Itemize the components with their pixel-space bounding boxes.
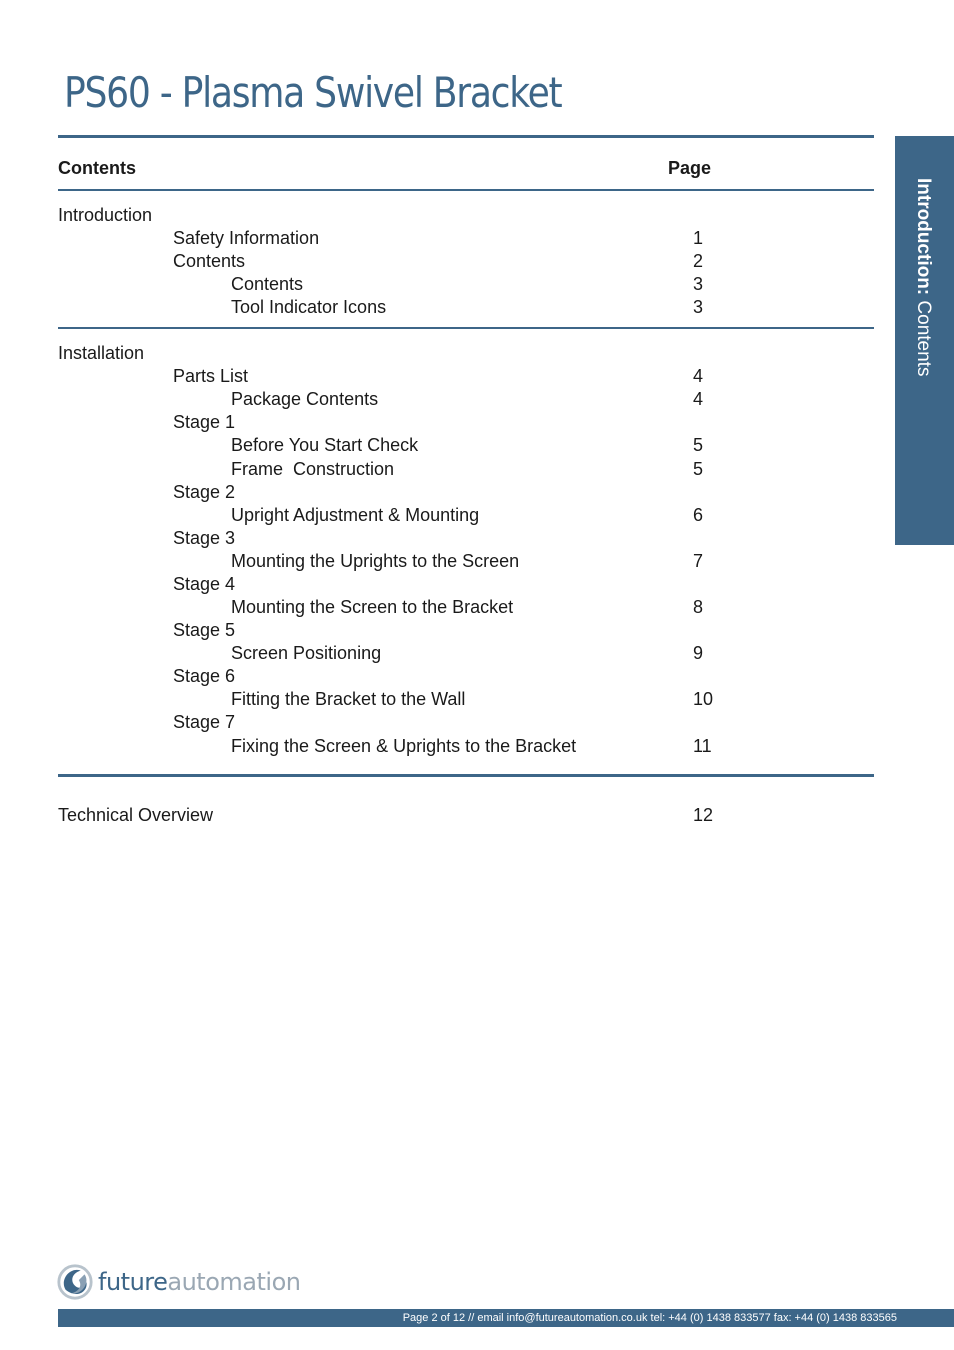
toc-page-number: 9 xyxy=(693,643,704,663)
side-tab-bold: Introduction: xyxy=(913,178,934,296)
toc-page-number: 4 xyxy=(693,389,704,409)
section-installation: Installation xyxy=(58,343,145,363)
toc-entry: Upright Adjustment & Mounting xyxy=(231,505,480,525)
toc-entry: Mounting the Uprights to the Screen xyxy=(231,551,520,571)
swirl-logo-icon xyxy=(56,1263,94,1301)
toc-entry: Before You Start Check xyxy=(231,435,419,455)
toc-stage: Stage 5 xyxy=(173,620,236,640)
toc-page-number: 1 xyxy=(693,228,704,248)
toc-page-number: 12 xyxy=(693,805,714,825)
toc-entry: Parts List xyxy=(173,366,249,386)
toc-page-number: 8 xyxy=(693,597,704,617)
footer-contact-text: Page 2 of 12 // email info@futureautomation.co.uk tel: +44 (0) 1438 833577 fax: +44 (0) 1438 833565 xyxy=(402,1312,897,1324)
logo-wordmark xyxy=(98,1268,300,1296)
toc-page-number: 4 xyxy=(693,366,704,386)
toc-page-number: 2 xyxy=(693,251,704,271)
contents-header: Contents xyxy=(58,158,136,178)
header-bottom-rule xyxy=(58,189,874,191)
toc-page-number: 3 xyxy=(693,297,704,317)
toc-entry: Fitting the Bracket to the Wall xyxy=(231,689,466,709)
logo-word-future: future xyxy=(98,1268,168,1296)
toc-entry: Tool Indicator Icons xyxy=(231,297,387,317)
section-introduction: Introduction xyxy=(58,205,153,225)
toc-entry: Package Contents xyxy=(231,389,379,409)
toc-page-number: 7 xyxy=(693,551,704,571)
toc-page-number: 3 xyxy=(693,274,704,294)
toc-page-number: 6 xyxy=(693,505,704,525)
toc-stage: Stage 3 xyxy=(173,528,236,548)
section-divider xyxy=(58,327,874,329)
toc-stage: Stage 6 xyxy=(173,666,236,686)
side-section-tab xyxy=(895,136,954,545)
toc-page-number: 5 xyxy=(693,435,704,455)
toc-stage: Stage 7 xyxy=(173,712,236,732)
page-header: Page xyxy=(668,158,712,178)
toc-page-number: 5 xyxy=(693,459,704,479)
toc-entry: Screen Positioning xyxy=(231,643,382,663)
footer-bar xyxy=(58,1309,954,1327)
toc-stage: Stage 4 xyxy=(173,574,236,594)
future-automation-logo xyxy=(56,1262,300,1302)
toc-entry: Frame Construction xyxy=(231,459,395,479)
toc-stage: Stage 2 xyxy=(173,482,236,502)
section-technical-overview: Technical Overview xyxy=(58,805,214,825)
toc-page-number: 11 xyxy=(693,736,712,756)
toc-entry: Contents xyxy=(173,251,246,271)
toc-page-number: 10 xyxy=(693,689,714,709)
header-top-rule xyxy=(58,135,874,138)
section-divider xyxy=(58,774,874,777)
toc-entry: Fixing the Screen & Uprights to the Bracket xyxy=(231,736,577,756)
toc-entry: Mounting the Screen to the Bracket xyxy=(231,597,514,617)
side-tab-label xyxy=(912,178,934,376)
side-tab-normal: Contents xyxy=(913,295,934,377)
page-title: PS60 - Plasma Swivel Bracket xyxy=(64,68,562,117)
toc-entry: Safety Information xyxy=(173,228,320,248)
toc-entry: Contents xyxy=(231,274,304,294)
toc-stage: Stage 1 xyxy=(173,412,236,432)
logo-word-automation: automation xyxy=(167,1268,301,1296)
